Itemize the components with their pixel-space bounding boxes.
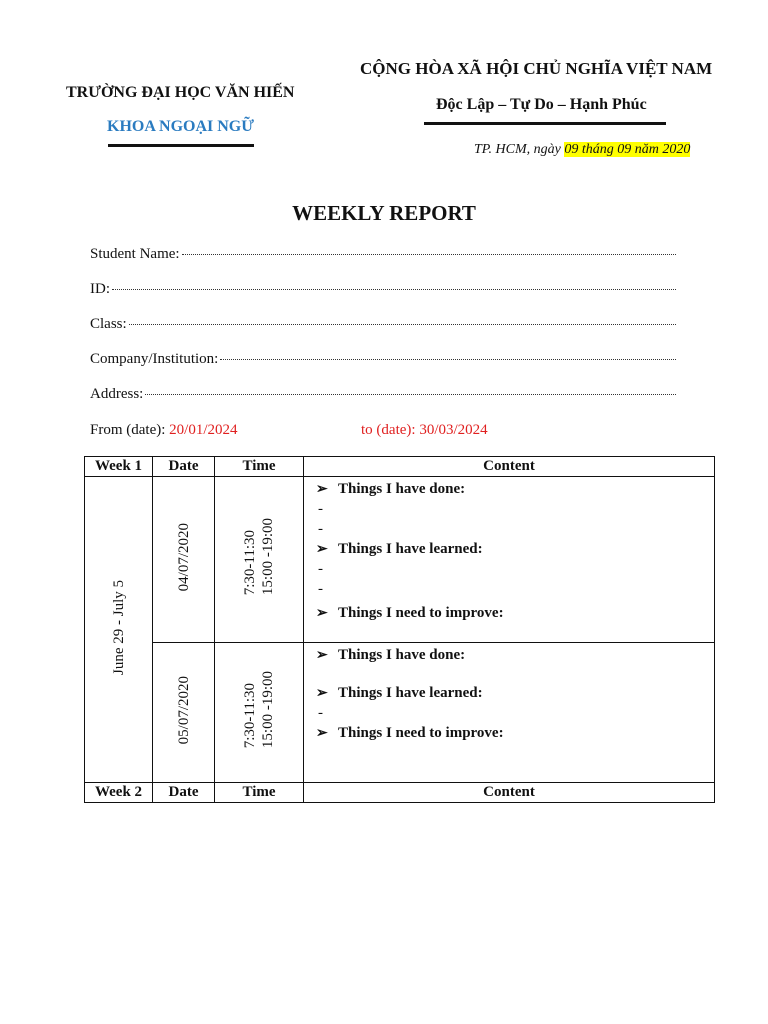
class-field[interactable]	[90, 316, 676, 336]
day1-learned-dash-2: -	[318, 581, 323, 597]
divider-left	[108, 144, 254, 147]
day2-improve-item	[316, 723, 714, 743]
class-label: Class:	[90, 316, 127, 332]
time-header: Time	[215, 457, 304, 477]
dateline-date: 09 tháng 09 năm 2020	[564, 142, 691, 157]
national-motto: Độc Lập – Tự Do – Hạnh Phúc	[436, 96, 647, 113]
week-header: Week 1	[85, 457, 153, 477]
address-blank[interactable]	[145, 394, 676, 395]
week1-range-cell	[85, 477, 153, 783]
day1-row	[85, 477, 715, 643]
to-value: 30/03/2024	[419, 422, 488, 438]
divider-right	[424, 122, 666, 125]
arrow-icon: ➢	[316, 725, 328, 741]
day1-learned-dash-1: -	[318, 561, 323, 577]
student-name-blank[interactable]	[182, 254, 676, 255]
day2-learned-label: Things I have learned:	[338, 684, 483, 701]
week2-content-header: Content	[304, 783, 715, 803]
address-label: Address:	[90, 386, 144, 402]
day2-learned-dash: -	[318, 705, 323, 721]
day2-learned-item	[316, 683, 714, 703]
date-header: Date	[153, 457, 215, 477]
class-blank[interactable]	[129, 324, 676, 325]
faculty-name: KHOA NGOẠI NGỮ	[107, 118, 254, 135]
day2-done-spacer	[316, 665, 714, 683]
day1-done-dash-2: -	[318, 521, 323, 537]
day1-date-cell	[153, 477, 215, 643]
week2-header-row	[85, 783, 715, 803]
week1-range: June 29 - July 5	[110, 579, 127, 675]
day1-learned-label: Things I have learned:	[338, 540, 483, 557]
arrow-icon: ➢	[316, 541, 328, 557]
company-field[interactable]	[90, 351, 676, 371]
day2-time-pm: 15:00 -19:00	[260, 671, 276, 749]
school-name: TRƯỜNG ĐẠI HỌC VĂN HIẾN	[66, 84, 295, 101]
dateline-prefix: TP. HCM, ngày	[474, 142, 565, 157]
day2-row	[85, 643, 715, 783]
day1-done-dash-1: -	[318, 501, 323, 517]
to-date	[361, 422, 488, 439]
week1-header-row	[85, 457, 715, 477]
week2-date-header: Date	[153, 783, 215, 803]
id-blank[interactable]	[112, 289, 676, 290]
from-label: From (date):	[90, 422, 170, 438]
day2-time-am: 7:30-11:30	[242, 683, 258, 749]
day1-content[interactable]	[304, 477, 715, 643]
arrow-icon: ➢	[316, 647, 328, 663]
arrow-icon: ➢	[316, 685, 328, 701]
id-field[interactable]	[90, 281, 676, 301]
day1-improve-label: Things I need to improve:	[338, 604, 504, 621]
day1-done-label: Things I have done:	[338, 480, 466, 497]
weekly-report-table	[84, 456, 715, 803]
company-label: Company/Institution:	[90, 351, 219, 367]
day2-date: 05/07/2020	[175, 675, 192, 745]
student-name-field[interactable]	[90, 246, 676, 266]
day1-improve-item	[316, 603, 714, 623]
day2-done-item	[316, 645, 714, 665]
day1-time-cell	[215, 477, 304, 643]
from-date	[90, 422, 238, 439]
id-label: ID:	[90, 281, 110, 297]
day2-done-label: Things I have done:	[338, 646, 466, 663]
day2-date-cell	[153, 643, 215, 783]
from-value: 20/01/2024	[169, 422, 238, 438]
arrow-icon: ➢	[316, 481, 328, 497]
arrow-icon: ➢	[316, 605, 328, 621]
student-name-label: Student Name:	[90, 246, 180, 262]
week2-time-header: Time	[215, 783, 304, 803]
day2-time-cell	[215, 643, 304, 783]
day1-time-am: 7:30-11:30	[242, 530, 258, 596]
day1-done-item	[316, 479, 714, 499]
day2-improve-label: Things I need to improve:	[338, 724, 504, 741]
day2-content[interactable]	[304, 643, 715, 783]
address-field[interactable]	[90, 386, 676, 406]
to-label: to (date):	[361, 422, 420, 438]
week2-header: Week 2	[85, 783, 153, 803]
day1-learned-item	[316, 539, 714, 559]
day1-date: 04/07/2020	[175, 522, 192, 592]
company-blank[interactable]	[220, 359, 676, 360]
day1-time-pm: 15:00 -19:00	[260, 518, 276, 596]
content-header: Content	[304, 457, 715, 477]
report-title: WEEKLY REPORT	[292, 201, 476, 225]
dateline	[474, 142, 690, 158]
republic-title: CỘNG HÒA XÃ HỘI CHỦ NGHĨA VIỆT NAM	[360, 59, 713, 78]
